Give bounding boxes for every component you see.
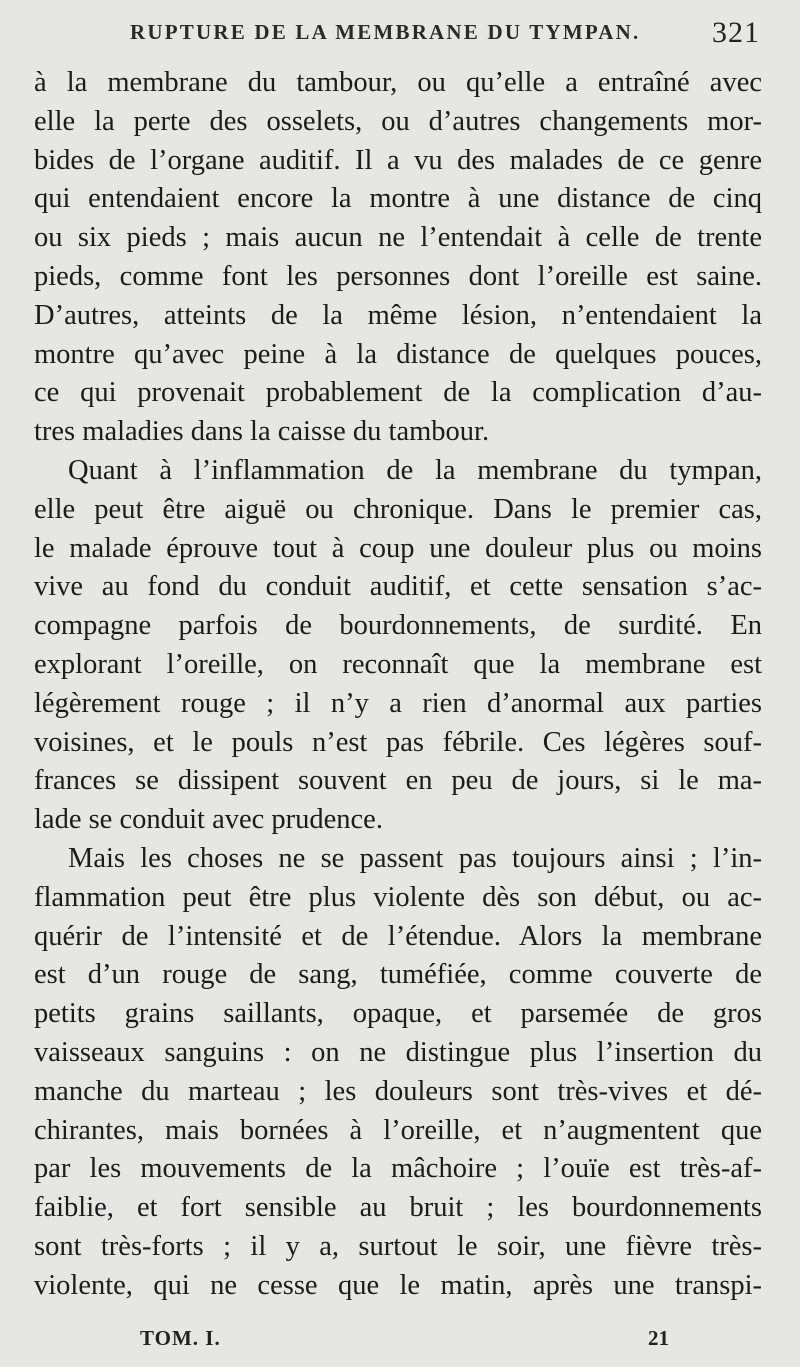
text-line: ce qui provenait probablement de la complication d’au-	[34, 377, 762, 409]
text-line: qui entendaient encore la montre à une distance de cinq	[34, 183, 762, 215]
text-line: Mais les choses ne se passent pas toujours ainsi ; l’in-	[68, 842, 762, 874]
running-head	[130, 16, 770, 56]
text-line: ou six pieds ; mais aucun ne l’entendait à celle de trente	[34, 222, 762, 254]
text-line: chirantes, mais bornées à l’oreille, et n’augmentent que	[34, 1114, 762, 1146]
text-line: petits grains saillants, opaque, et parsemée de gros	[34, 998, 762, 1030]
text-line: faiblie, et fort sensible au bruit ; les bourdonnements	[34, 1192, 762, 1224]
text-line: bides de l’organe auditif. Il a vu des malades de ce genre	[34, 144, 762, 176]
text-line: est d’un rouge de sang, tuméfiée, comme couverte de	[34, 959, 762, 991]
text-line: à la membrane du tambour, ou qu’elle a entraîné avec	[34, 67, 762, 98]
text-line: tres maladies dans la caisse du tambour.	[34, 416, 490, 448]
text-line: lade se conduit avec prudence.	[34, 804, 383, 836]
text-line: vive au fond du conduit auditif, et cette sensation s’ac-	[34, 571, 762, 603]
text-line: frances se dissipent souvent en peu de jours, si le ma-	[34, 765, 762, 797]
text-line: légèrement rouge ; il n’y a rien d’anormal aux parties	[34, 687, 762, 719]
text-line: manche du marteau ; les douleurs sont très-vives et dé-	[34, 1075, 762, 1107]
body-text	[34, 64, 762, 1306]
text-line: D’autres, atteints de la même lésion, n’entendaient la	[34, 299, 762, 331]
text-line: par les mouvements de la mâchoire ; l’ouïe est très-af-	[34, 1153, 762, 1185]
text-line: vaisseaux sanguins : on ne distingue plus l’insertion du	[34, 1036, 762, 1068]
text-line: Quant à l’inflammation de la membrane du tympan,	[68, 454, 762, 486]
text-line: sont très-forts ; il y a, surtout le soir, une fièvre très-	[34, 1230, 762, 1262]
text-line: flammation peut être plus violente dès son début, ou ac-	[34, 881, 762, 913]
text-line: pieds, comme font les personnes dont l’oreille est saine.	[34, 260, 762, 292]
text-line: explorant l’oreille, on reconnaît que la membrane est	[34, 648, 762, 680]
signature-mark: 21	[648, 1326, 669, 1350]
volume-marker: TOM. I.	[140, 1326, 221, 1350]
text-line: quérir de l’intensité et de l’étendue. Alors la membrane	[34, 920, 762, 952]
text-line: voisines, et le pouls n’est pas fébrile. Ces légères souf-	[34, 726, 762, 758]
page-number: 321	[712, 16, 760, 49]
text-line: elle la perte des osselets, ou d’autres changements mor-	[34, 105, 762, 137]
running-title: RUPTURE DE LA MEMBRANE DU TYMPAN.	[130, 20, 641, 44]
text-line: elle peut être aiguë ou chronique. Dans le premier cas,	[34, 493, 762, 525]
page-footer	[0, 1322, 800, 1358]
text-line: violente, qui ne cesse que le matin, après une transpi-	[34, 1269, 762, 1301]
text-line: montre qu’avec peine à la distance de quelques pouces,	[34, 338, 762, 370]
text-line: le malade éprouve tout à coup une douleur plus ou moins	[34, 532, 762, 564]
text-line: compagne parfois de bourdonnements, de surdité. En	[34, 610, 762, 642]
